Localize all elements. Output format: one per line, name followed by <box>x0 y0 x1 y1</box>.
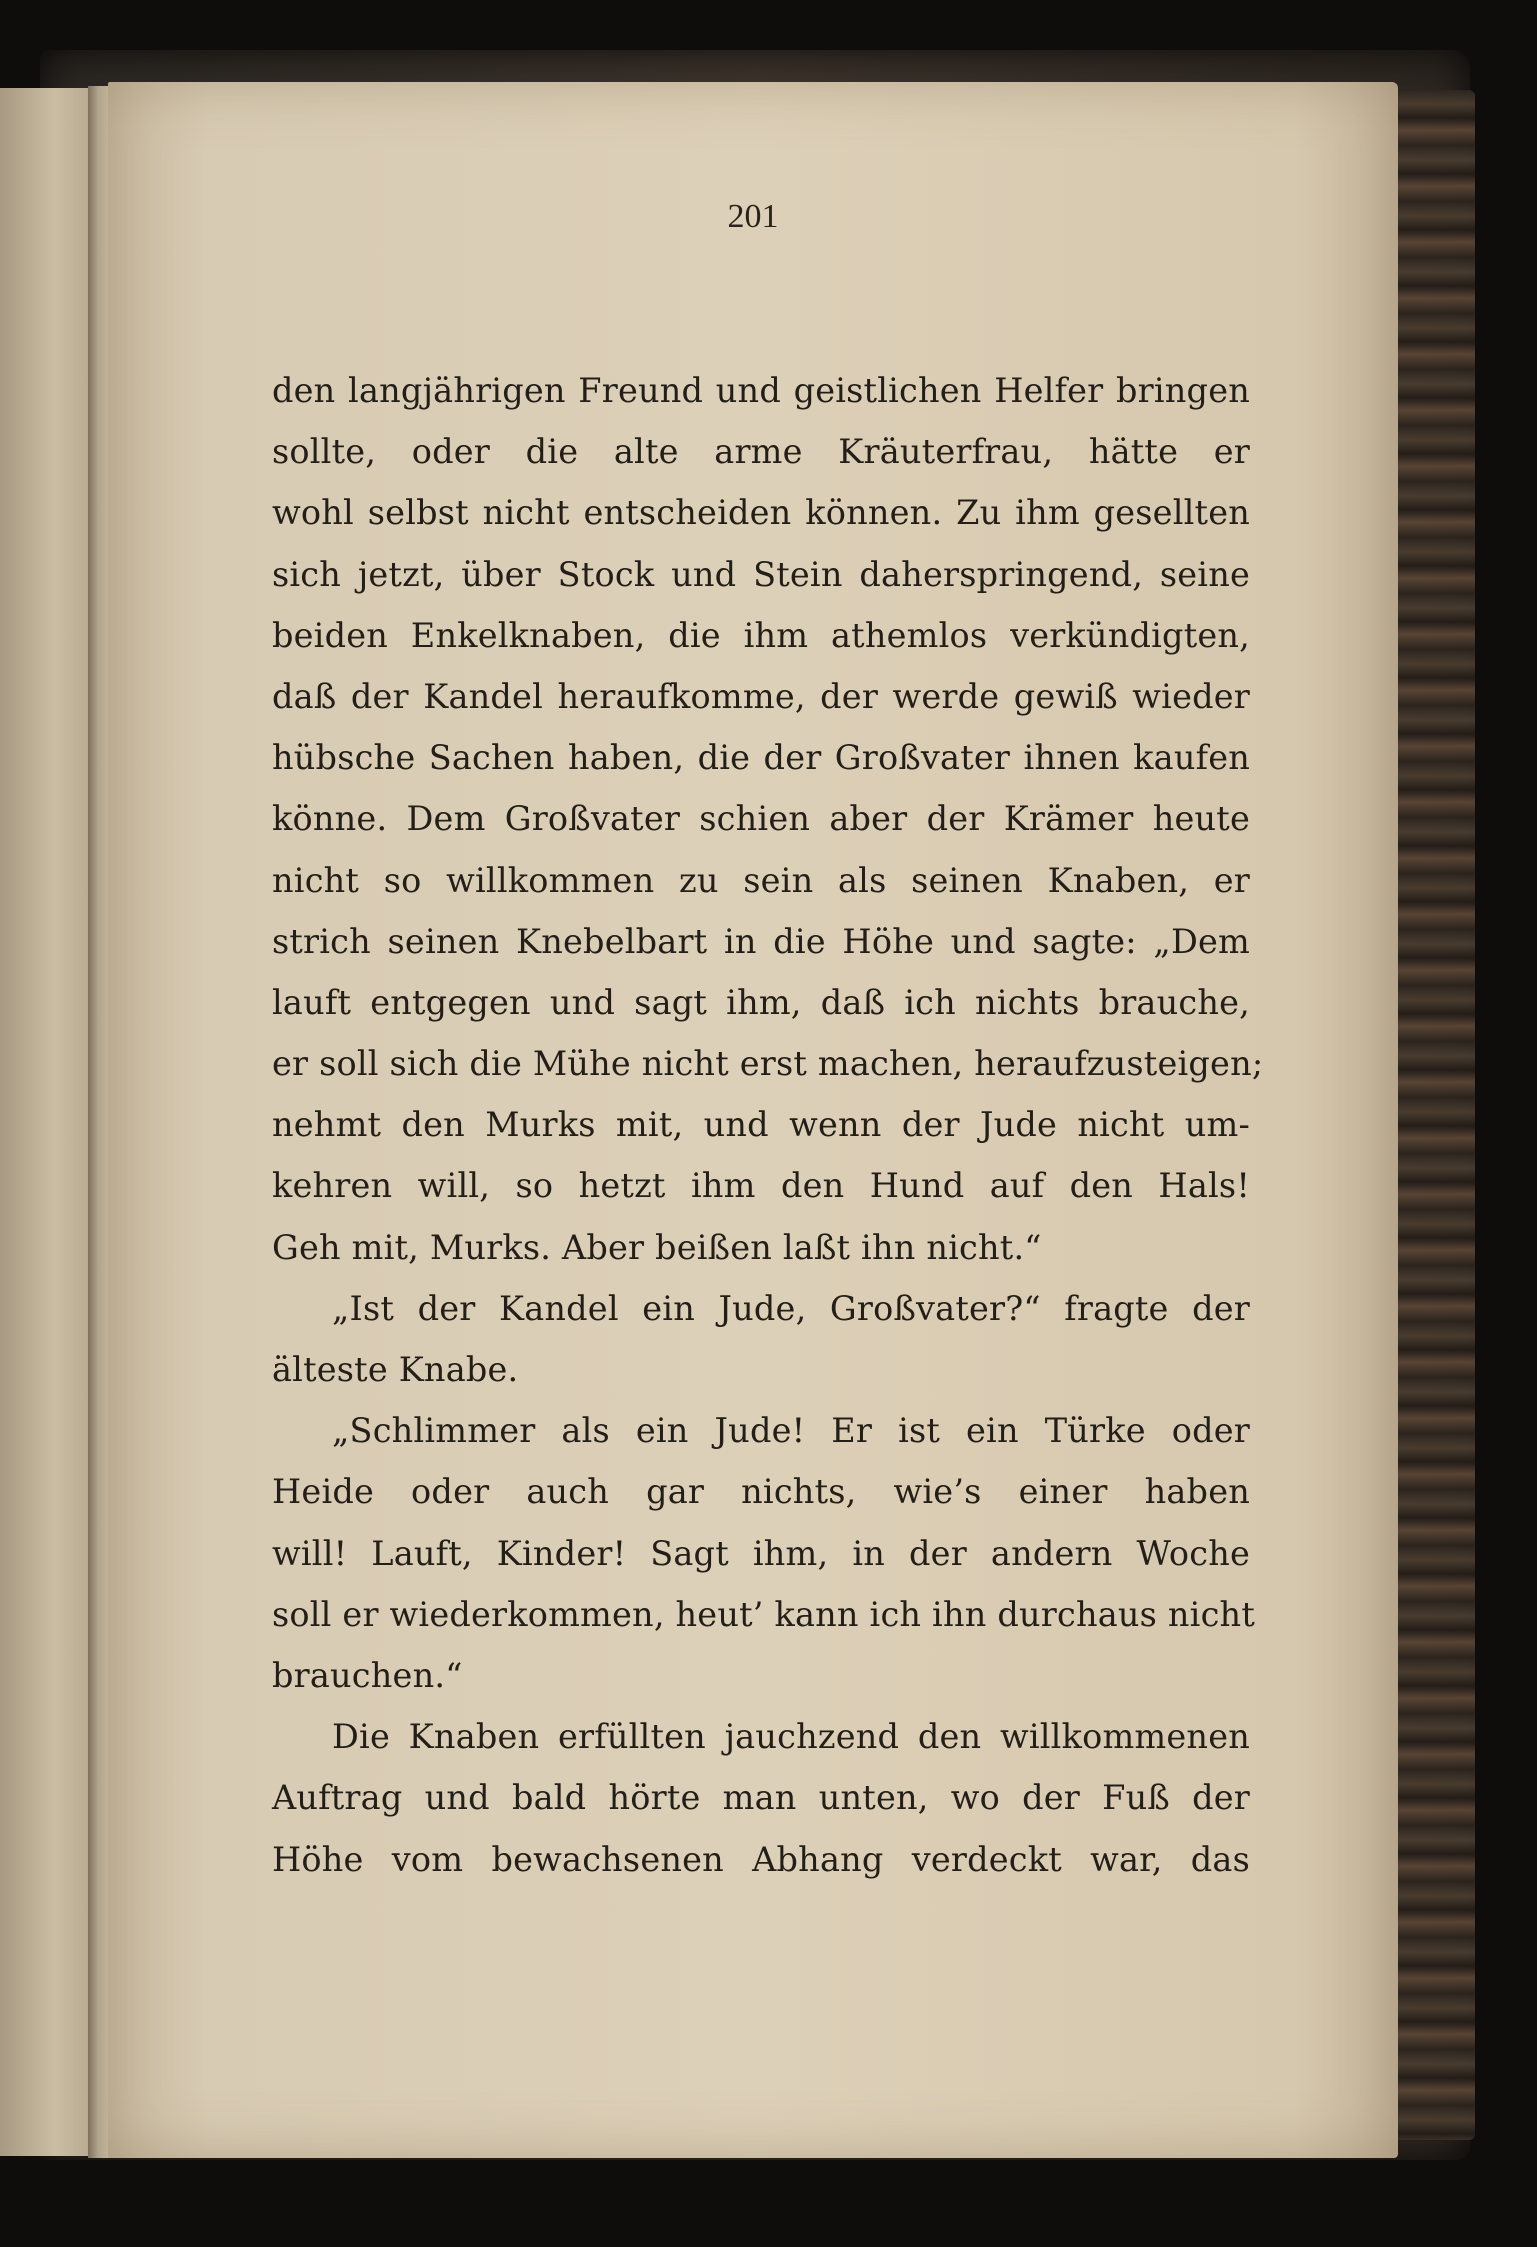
text-line: Geh mit, Murks. Aber beißen laßt ihn nicht.“ <box>272 1227 1042 1267</box>
page-number: 201 <box>727 198 779 235</box>
text-line: wohl selbst nicht entscheiden können. Zu ihm gesellten <box>272 493 1250 533</box>
text-line: lauft entgegen und sagt ihm, daß ich nichts brauche, <box>272 982 1250 1022</box>
text-line: strich seinen Knebelbart in die Höhe und sagte: „Dem <box>272 921 1250 961</box>
text-line: „Ist der Kandel ein Jude, Großvater?“ fragte der <box>332 1288 1250 1328</box>
text-line: könne. Dem Großvater schien aber der Krämer heute <box>272 799 1250 839</box>
text-line: kehren will, so hetzt ihm den Hund auf den Hals! <box>272 1166 1250 1206</box>
worn-cover-edge <box>1395 90 1475 2140</box>
left-page-edge <box>0 88 94 2156</box>
text-line: älteste Knabe. <box>272 1350 519 1389</box>
text-line: nehmt den Murks mit, und wenn der Jude nicht um- <box>272 1105 1250 1145</box>
text-line: sich jetzt, über Stock und Stein daherspringend, seine <box>272 554 1250 594</box>
body-text <box>272 360 1264 1890</box>
text-line: den langjährigen Freund und geistlichen Helfer bringen <box>272 371 1250 410</box>
text-line: Heide oder auch gar nichts, wie’s einer haben <box>272 1472 1250 1512</box>
text-line: Höhe vom bewachsenen Abhang verdeckt war, das <box>272 1839 1250 1879</box>
text-line: hübsche Sachen haben, die der Großvater ihnen kaufen <box>272 738 1250 778</box>
text-line: will! Lauft, Kinder! Sagt ihm, in der andern Woche <box>272 1533 1250 1573</box>
text-line: Auftrag und bald hörte man unten, wo der Fuß der <box>272 1778 1250 1818</box>
text-line: nicht so willkommen zu sein als seinen Knaben, er <box>272 860 1250 900</box>
text-line: er soll sich die Mühe nicht erst machen, heraufzusteigen; <box>272 1044 1264 1084</box>
text-line: „Schlimmer als ein Jude! Er ist ein Türke oder <box>332 1411 1250 1451</box>
text-line: daß der Kandel heraufkomme, der werde gewiß wieder <box>272 676 1250 716</box>
text-line: sollte, oder die alte arme Kräuterfrau, hätte er <box>272 432 1250 472</box>
text-line: soll er wiederkommen, heut’ kann ich ihn durchaus nicht <box>272 1594 1255 1634</box>
text-line: beiden Enkelknaben, die ihm athemlos verkündigten, <box>272 615 1250 655</box>
text-line: Die Knaben erfüllten jauchzend den willkommenen <box>332 1717 1250 1757</box>
text-line: brauchen.“ <box>272 1655 463 1695</box>
